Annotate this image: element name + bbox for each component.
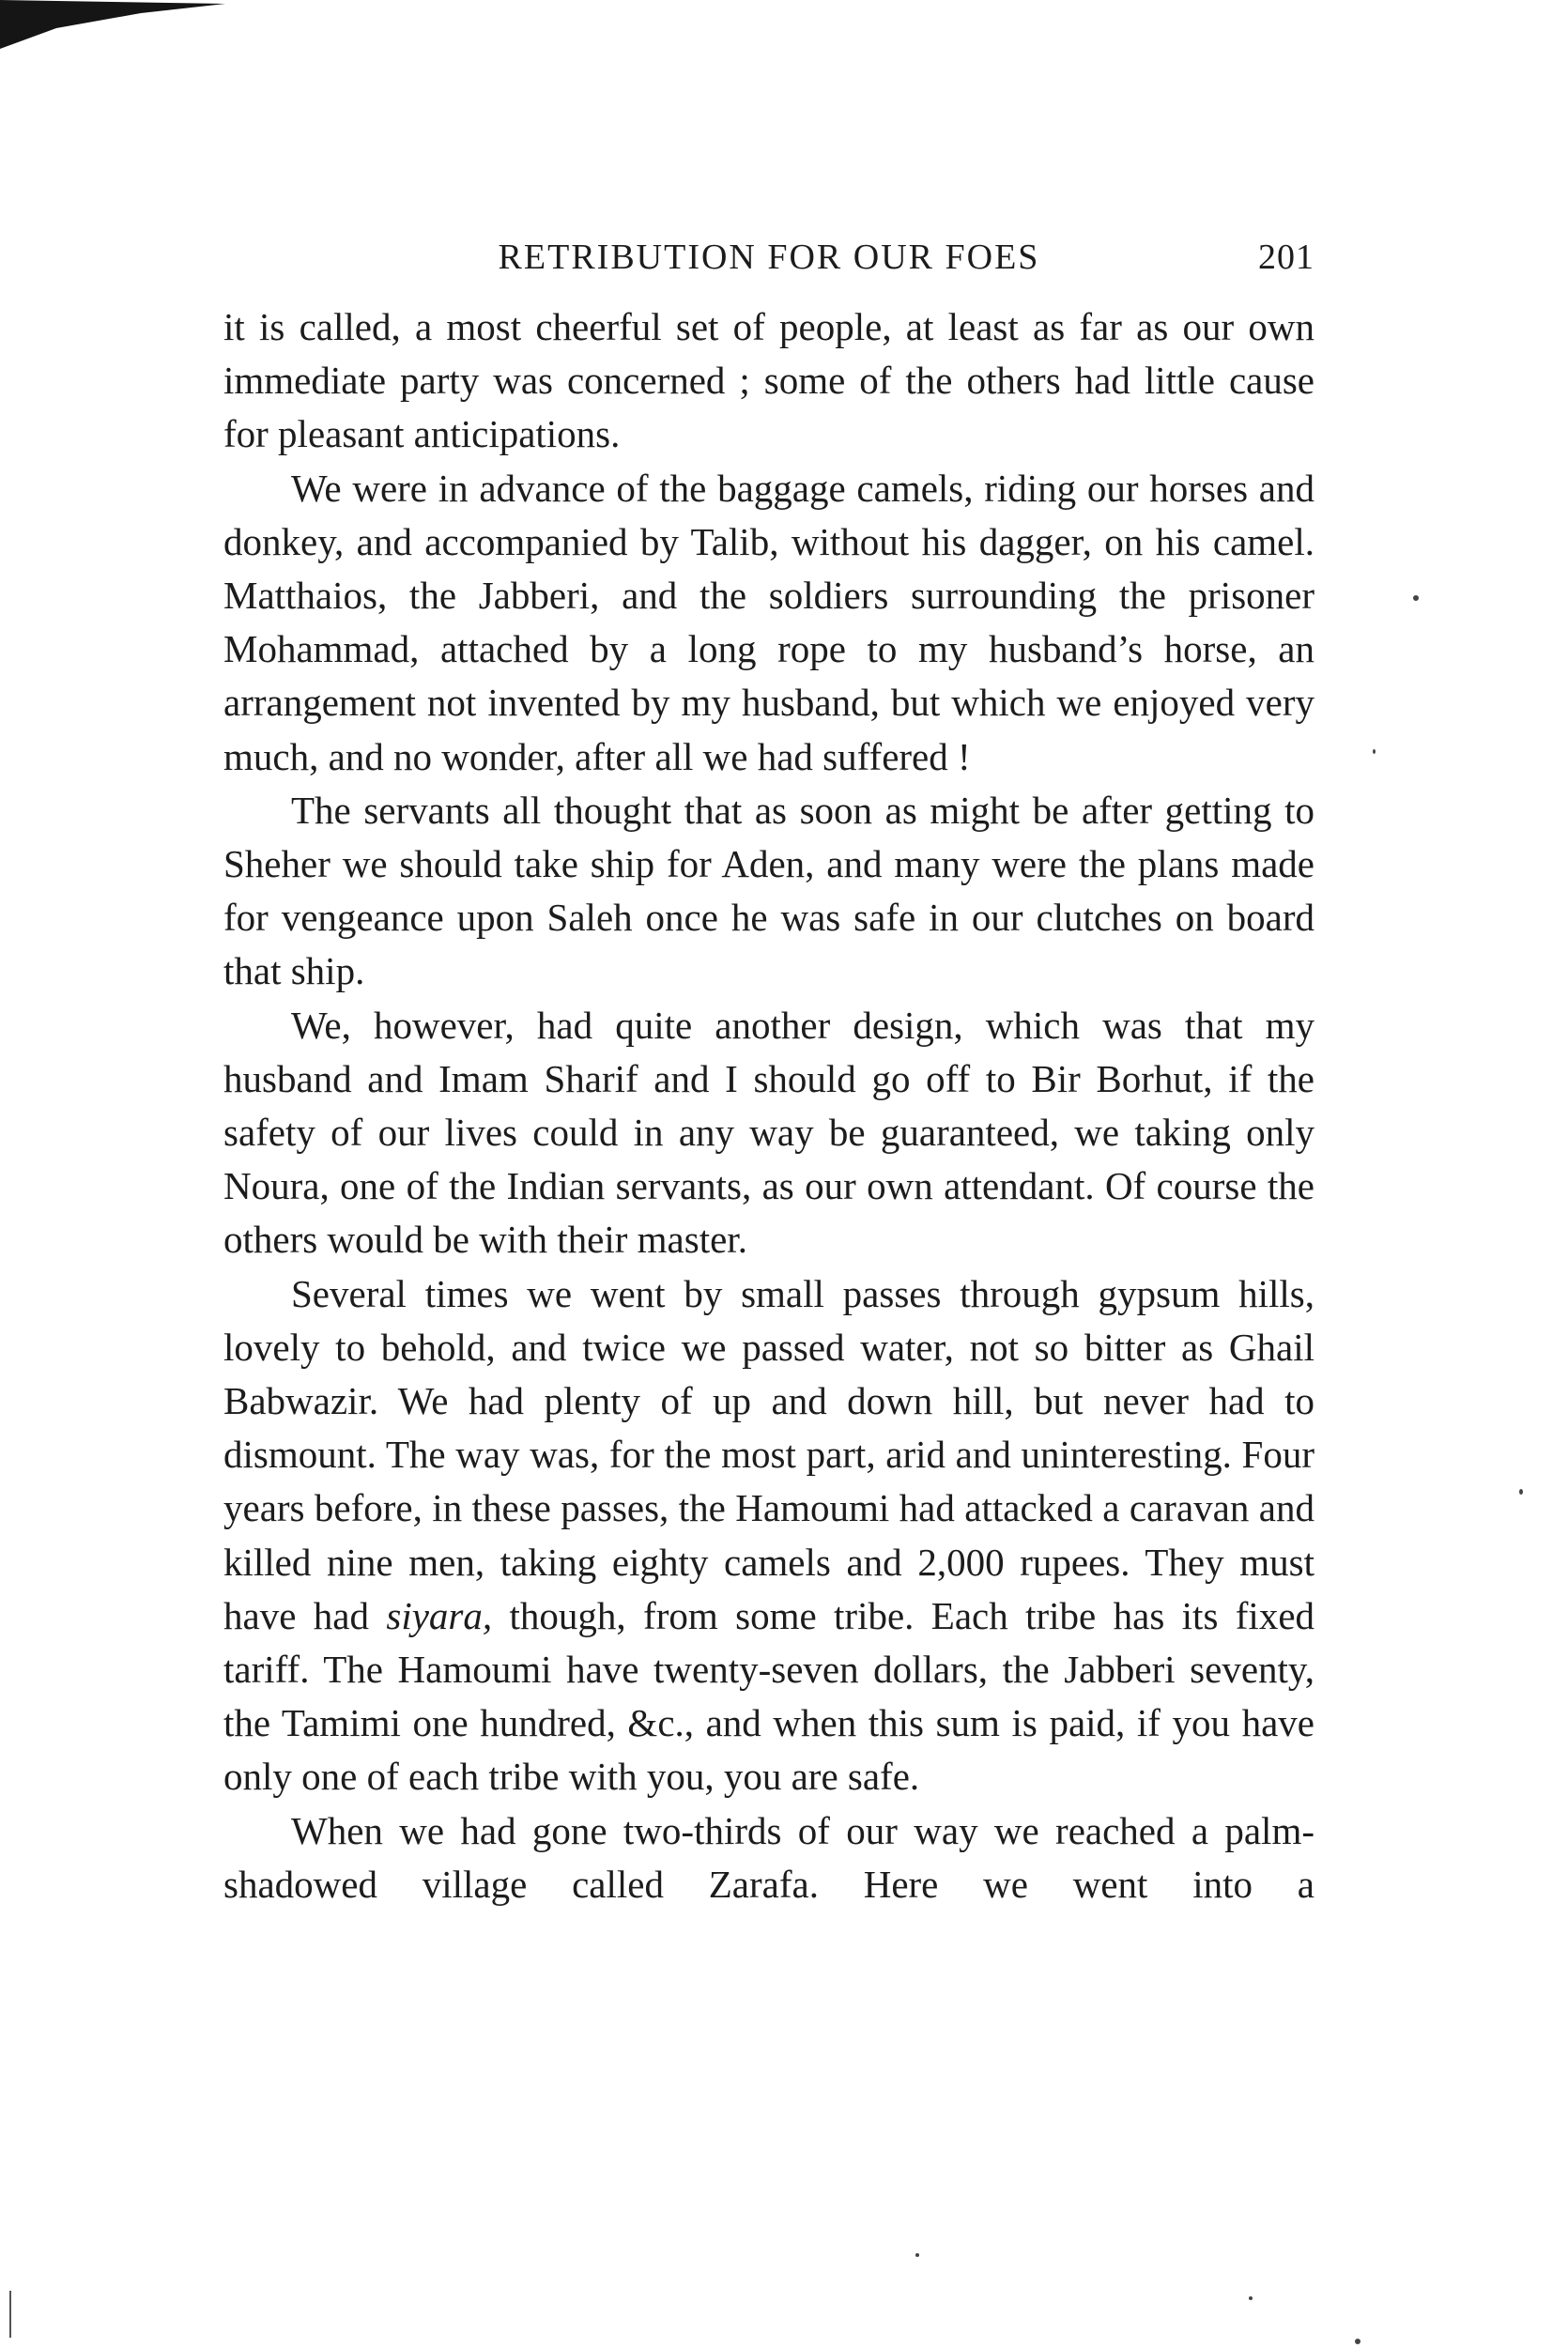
running-head [223,237,1314,289]
paragraph: We were in advance of the baggage camels, riding our horses and donkey, and accompanied by Talib, without his dagger, on his camel. Matthaios, the Jabberi, and the soldiers surrounding the prisoner Mohammad, attached by a long rope to my husband’s horse, an arrangement not invented by my husband, but which we enjoyed very much, and no wonder, after all we had suffered ! [223,466,1314,778]
margin-line [9,2291,11,2338]
paragraph-text: though, from some tribe. Each tribe has its fixed tariff. The Hamoumi have twenty-seven dollars, the Jabberi seventy, the Tamimi one hundred, &c., and when this sum is paid, if you have only one of each tribe with you, you are safe. [223,1593,1315,1799]
page-number: 201 [1258,238,1314,277]
body-text [223,300,1314,1911]
paragraph: We, however, had quite another design, which was that my husband and Imam Sharif and I should go off to Bir Borhut, if the safety of our lives could in any way be guaranteed, we taking only Noura, one of the Indian servants, as our own attendant. Of course the others would be with their master. [223,1003,1314,1262]
italic-term: siyara, [386,1593,493,1637]
paragraph: When we had gone two-thirds of our way we reached a palm-shadowed village called Zarafa. Here we went into a [223,1808,1314,1906]
paragraph: The servants all thought that as soon as might be after getting to Sheher we should take ship for Aden, and many were the plans made for vengeance upon Saleh once he was safe in our clutches on board that ship. [223,788,1314,993]
chapter-title: RETRIBUTION FOR OUR FOES [498,238,1040,277]
paragraph: it is called, a most cheerful set of people, at least as far as our own immediate party was concerned ; some of the others had little cause for pleasant anticipations. [223,305,1314,456]
paragraph [223,1267,1314,1804]
paragraph-text: Several times we went by small passes through gypsum hills, lovely to behold, and twice we passed water, not so bitter as Ghail Babwazir. We had plenty of up and down hill, but never had to dismount. The way was, for the most part, arid and uninteresting. Four years before, in these passes, the Hamoumi had attacked a caravan and killed nine men, taking eighty camels and 2,000 rupees. They must have had [223,1271,1314,1637]
page-corner-mark [0,0,225,56]
book-page [223,237,1314,1911]
